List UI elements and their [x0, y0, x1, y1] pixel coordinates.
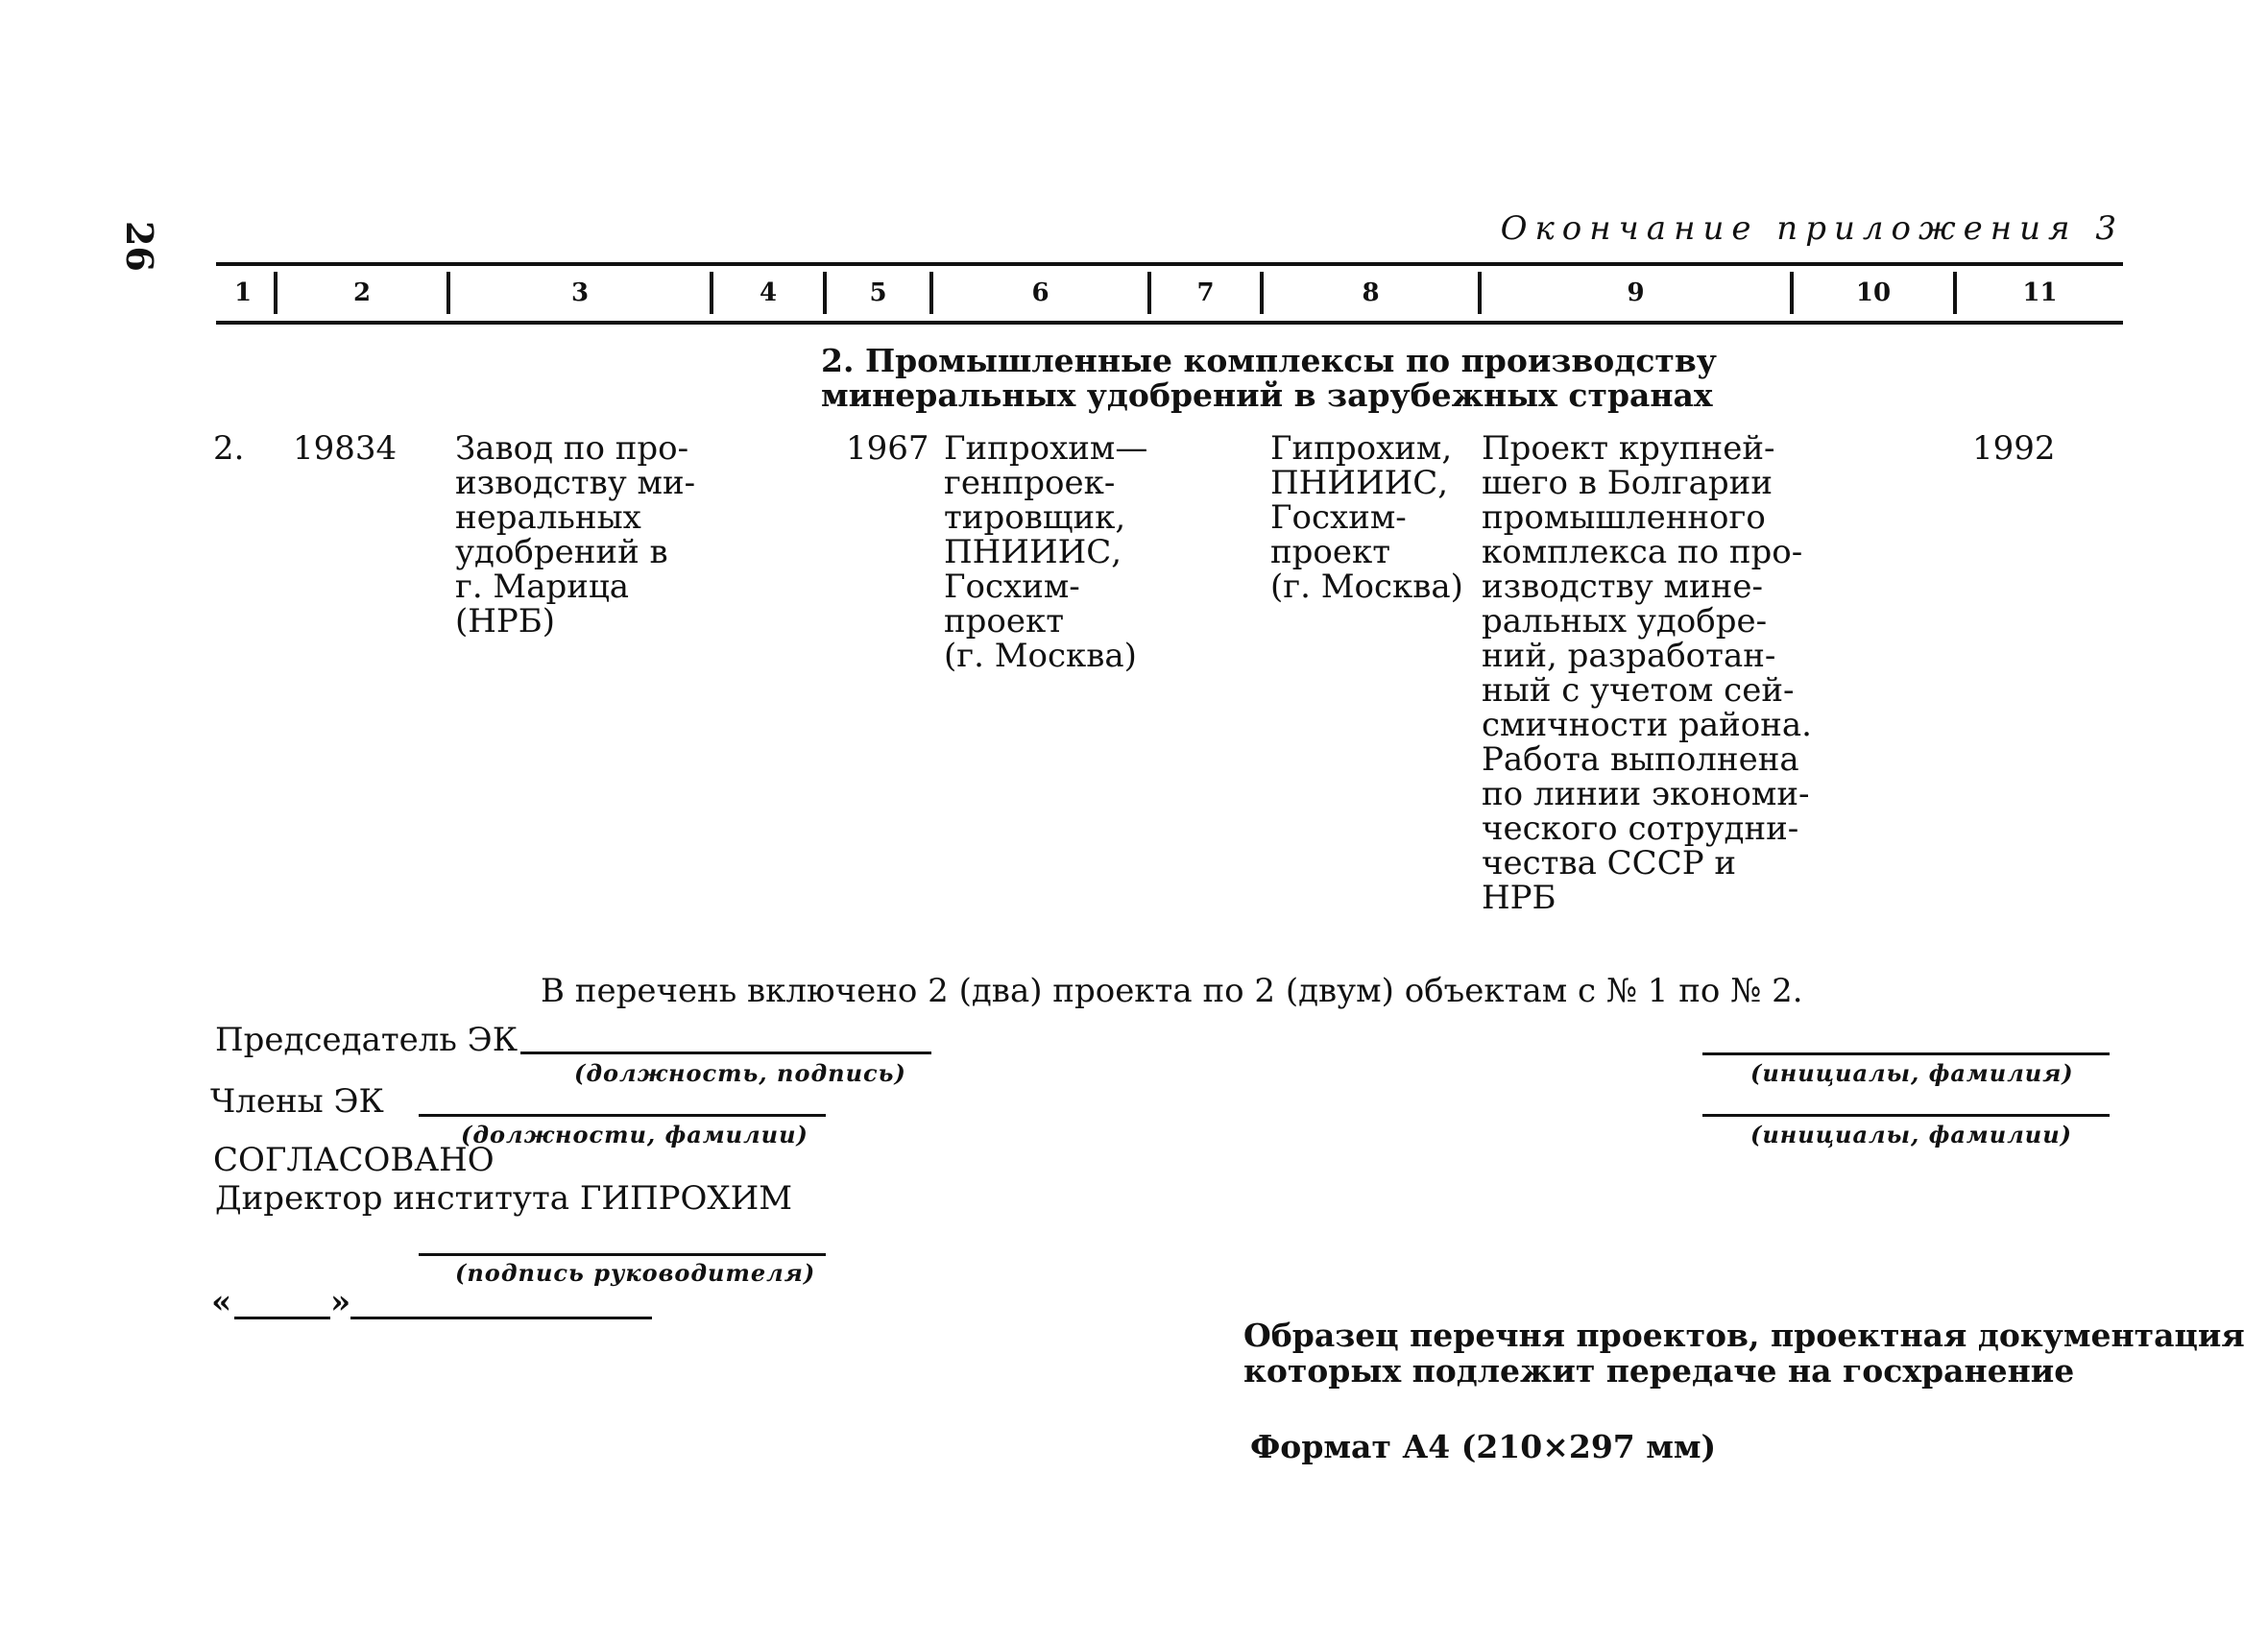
project-description: Проект крупней- шего в Болгарии промышленного комплекса по про- изводству мине- ральных удобре- ний, разработан- ный с учетом сей- смичности района. Работа выполнена по линии экономи- ческого сотрудни- чества СССР и НРБ	[1482, 429, 1812, 917]
chairman-name-caption: (инициалы, фамилия)	[1750, 1059, 2074, 1087]
chairman-name-line	[1702, 1052, 2110, 1055]
members-name-caption: (инициалы, фамилии)	[1750, 1121, 2073, 1148]
column-number: 6	[1031, 278, 1050, 307]
director-caption: (подпись руководителя)	[455, 1259, 816, 1287]
note-line-2: которых подлежит передаче на госхранение	[1243, 1352, 2075, 1390]
page-number: 26	[118, 221, 161, 272]
object-code: 19834	[293, 429, 398, 468]
table-header-bottom-rule	[216, 321, 2123, 325]
column-number: 2	[352, 278, 372, 307]
note-line-1: Образец перечня проектов, проектная документация	[1243, 1317, 2245, 1354]
members-name-line	[1702, 1114, 2110, 1117]
approved-label: СОГЛАСОВАНО	[213, 1141, 495, 1179]
members-signature-line	[419, 1114, 826, 1117]
format-note: Формат А4 (210×297 мм)	[1250, 1428, 1717, 1465]
members-label: Члены ЭК	[210, 1082, 384, 1121]
organizations: Гипрохим, ПНИИИС, Госхим- проект (г. Москва)	[1270, 429, 1463, 606]
column-number: 3	[570, 278, 590, 307]
section-title-line: 2. Промышленные комплексы по производству	[821, 342, 1717, 379]
column-number: 4	[759, 278, 778, 307]
section-title	[821, 344, 1717, 413]
column-number: 9	[1627, 278, 1645, 307]
chairman-caption: (должность, подпись)	[574, 1059, 906, 1087]
column-number: 10	[1855, 278, 1892, 307]
date-month-line	[350, 1317, 652, 1319]
director-signature-line	[419, 1253, 826, 1256]
chairman-signature-line	[520, 1052, 931, 1054]
general-designer: Гипрохим— генпроек- тировщик, ПНИИИС, Госхим- проект (г. Москва)	[944, 429, 1148, 675]
column-number: 1	[233, 278, 253, 307]
year-start: 1967	[846, 429, 929, 468]
column-number: 8	[1362, 278, 1380, 307]
date-day-line	[234, 1317, 330, 1319]
members-caption: (должности, фамилии)	[461, 1121, 808, 1148]
column-number: 5	[869, 278, 887, 307]
object-name: Завод по про- изводству ми- неральных удобрений в г. Марица (НРБ)	[455, 429, 696, 641]
year-end: 1992	[1972, 429, 2056, 468]
row-number: 2.	[213, 429, 245, 468]
summary-text: В перечень включено 2 (два) проекта по 2 (двум) объектам с № 1 по № 2.	[541, 972, 1803, 1010]
director-label: Директор института ГИПРОХИМ	[215, 1179, 793, 1218]
column-number: 11	[2022, 278, 2058, 307]
date-close-quote: »	[330, 1283, 351, 1321]
column-number: 7	[1196, 278, 1215, 307]
table-top-rule	[216, 262, 2123, 266]
section-title-line: минеральных удобрений в зарубежных странах	[821, 376, 1713, 414]
column-number-row	[216, 268, 2123, 318]
chairman-label: Председатель ЭК	[215, 1021, 519, 1059]
running-title: Окончание приложения 3	[1500, 209, 2124, 248]
date-open-quote: «	[211, 1283, 232, 1321]
